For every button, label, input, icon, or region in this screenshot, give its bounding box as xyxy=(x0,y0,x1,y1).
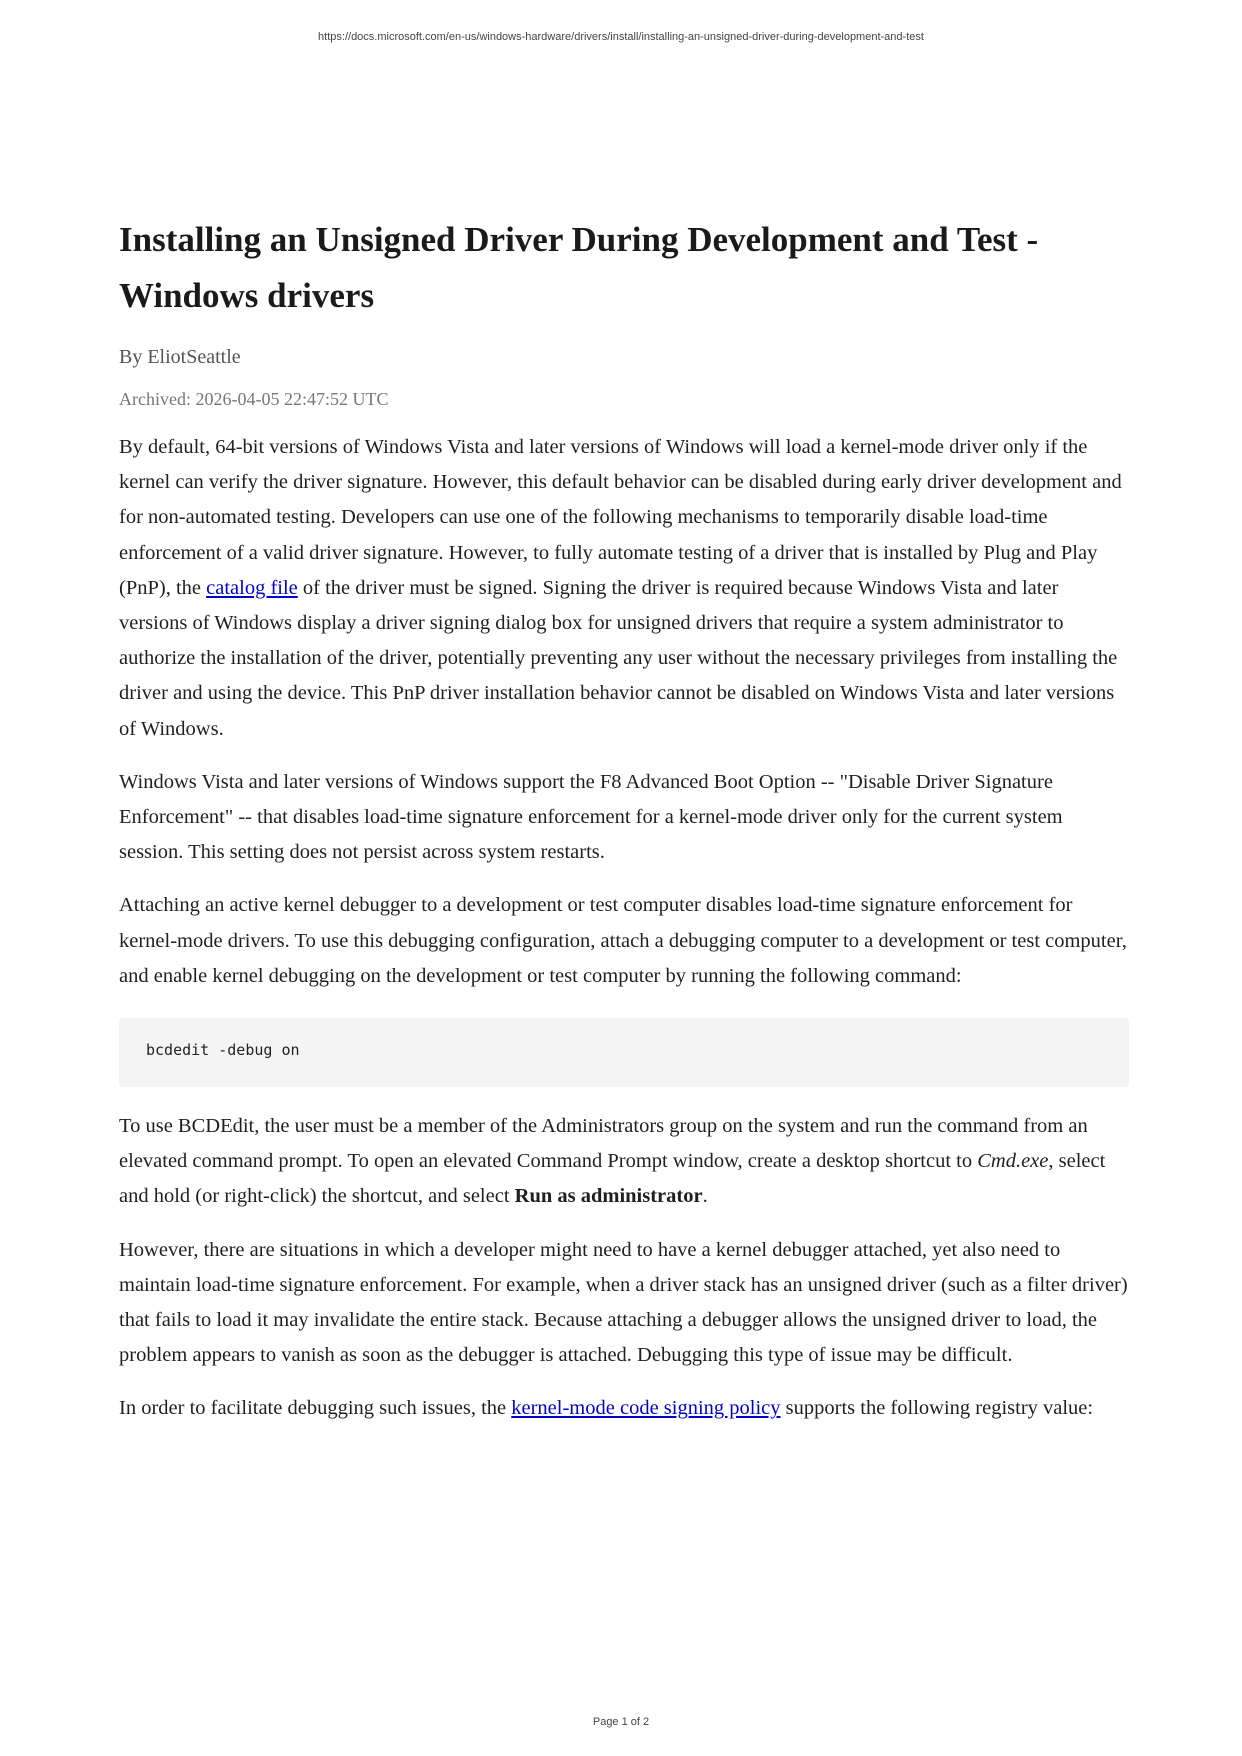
text: By default, 64-bit versions of Windows Vista and later versions of Windows will load a kernel-mode driver only if the kernel can verify the driver signature. However, this default behavior can be disabled during early driver development and for non-automated testing. Developers can use one of the following mechanisms to temporarily disable load-time enforcement of a valid driver signature. However, to fully automate testing of a driver that is installed by Plug and Play (PnP), the xyxy=(119,436,1122,599)
paragraph-4 xyxy=(119,1109,1129,1215)
paragraph-6 xyxy=(119,1391,1129,1426)
text: To use BCDEdit, the user must be a member of the Administrators group on the system and run the command from an elevated command prompt. To open an elevated Command Prompt window, create a desktop shortcut to xyxy=(119,1115,1088,1173)
byline: By EliotSeattle xyxy=(119,346,241,368)
text: supports the following registry value: xyxy=(780,1397,1094,1420)
page-url: https://docs.microsoft.com/en-us/windows-hardware/drivers/install/installing-an-unsigned-driver-during-development-and-test xyxy=(318,31,924,43)
paragraph-3: Attaching an active kernel debugger to a development or test computer disables load-time signature enforcement for kernel-mode drivers. To use this debugging configuration, attach a debugging computer to a development or test computer, and enable kernel debugging on the development or test computer by running the following command: xyxy=(119,894,1127,987)
kernel-mode-code-signing-policy-link[interactable]: kernel-mode code signing policy xyxy=(511,1397,781,1420)
text: , select and hold (or right-click) the shortcut, and select xyxy=(119,1150,1106,1208)
paragraph-1 xyxy=(119,430,1129,747)
page-title: Installing an Unsigned Driver During Development and Test - Windows drivers xyxy=(119,220,1039,315)
catalog-file-link[interactable]: catalog file xyxy=(206,576,298,599)
text: . xyxy=(702,1185,708,1208)
paragraph-2: Windows Vista and later versions of Windows support the F8 Advanced Boot Option -- "Disable Driver Signature Enforcement" -- that disables load-time signature enforcement for a kernel-mode driver only for the current system session. This setting does not persist across system restarts. xyxy=(119,770,1063,864)
article xyxy=(119,212,1129,1427)
paragraph-5: However, there are situations in which a developer might need to have a kernel debugger attached, yet also need to maintain load-time signature enforcement. For example, when a driver stack has an unsigned driver (such as a filter driver) that fails to load it may invalidate the entire stack. Because attaching a debugger allows the unsigned driver to load, the problem appears to vanish as soon as the debugger is attached. Debugging this type of issue may be difficult. xyxy=(119,1238,1128,1367)
page-number: Page 1 of 2 xyxy=(592,1716,650,1728)
text: In order to facilitate debugging such issues, the xyxy=(119,1397,512,1420)
archived-date: Archived: 2026-04-05 22:47:52 UTC xyxy=(119,389,389,409)
text: of the driver must be signed. Signing the driver is required because Windows Vista and later versions of Windows display a driver signing dialog box for unsigned drivers that require a system administrator to authorize the installation of the driver, potentially preventing any user without the necessary privileges from installing the driver and using the device. This PnP driver installation behavior cannot be disabled on Windows Vista and later versions of Windows. xyxy=(119,576,1118,740)
emphasis: Cmd.exe xyxy=(977,1150,1049,1173)
code-block: bcdedit -debug on xyxy=(119,1018,1129,1087)
strong: Run as administrator xyxy=(514,1185,703,1208)
